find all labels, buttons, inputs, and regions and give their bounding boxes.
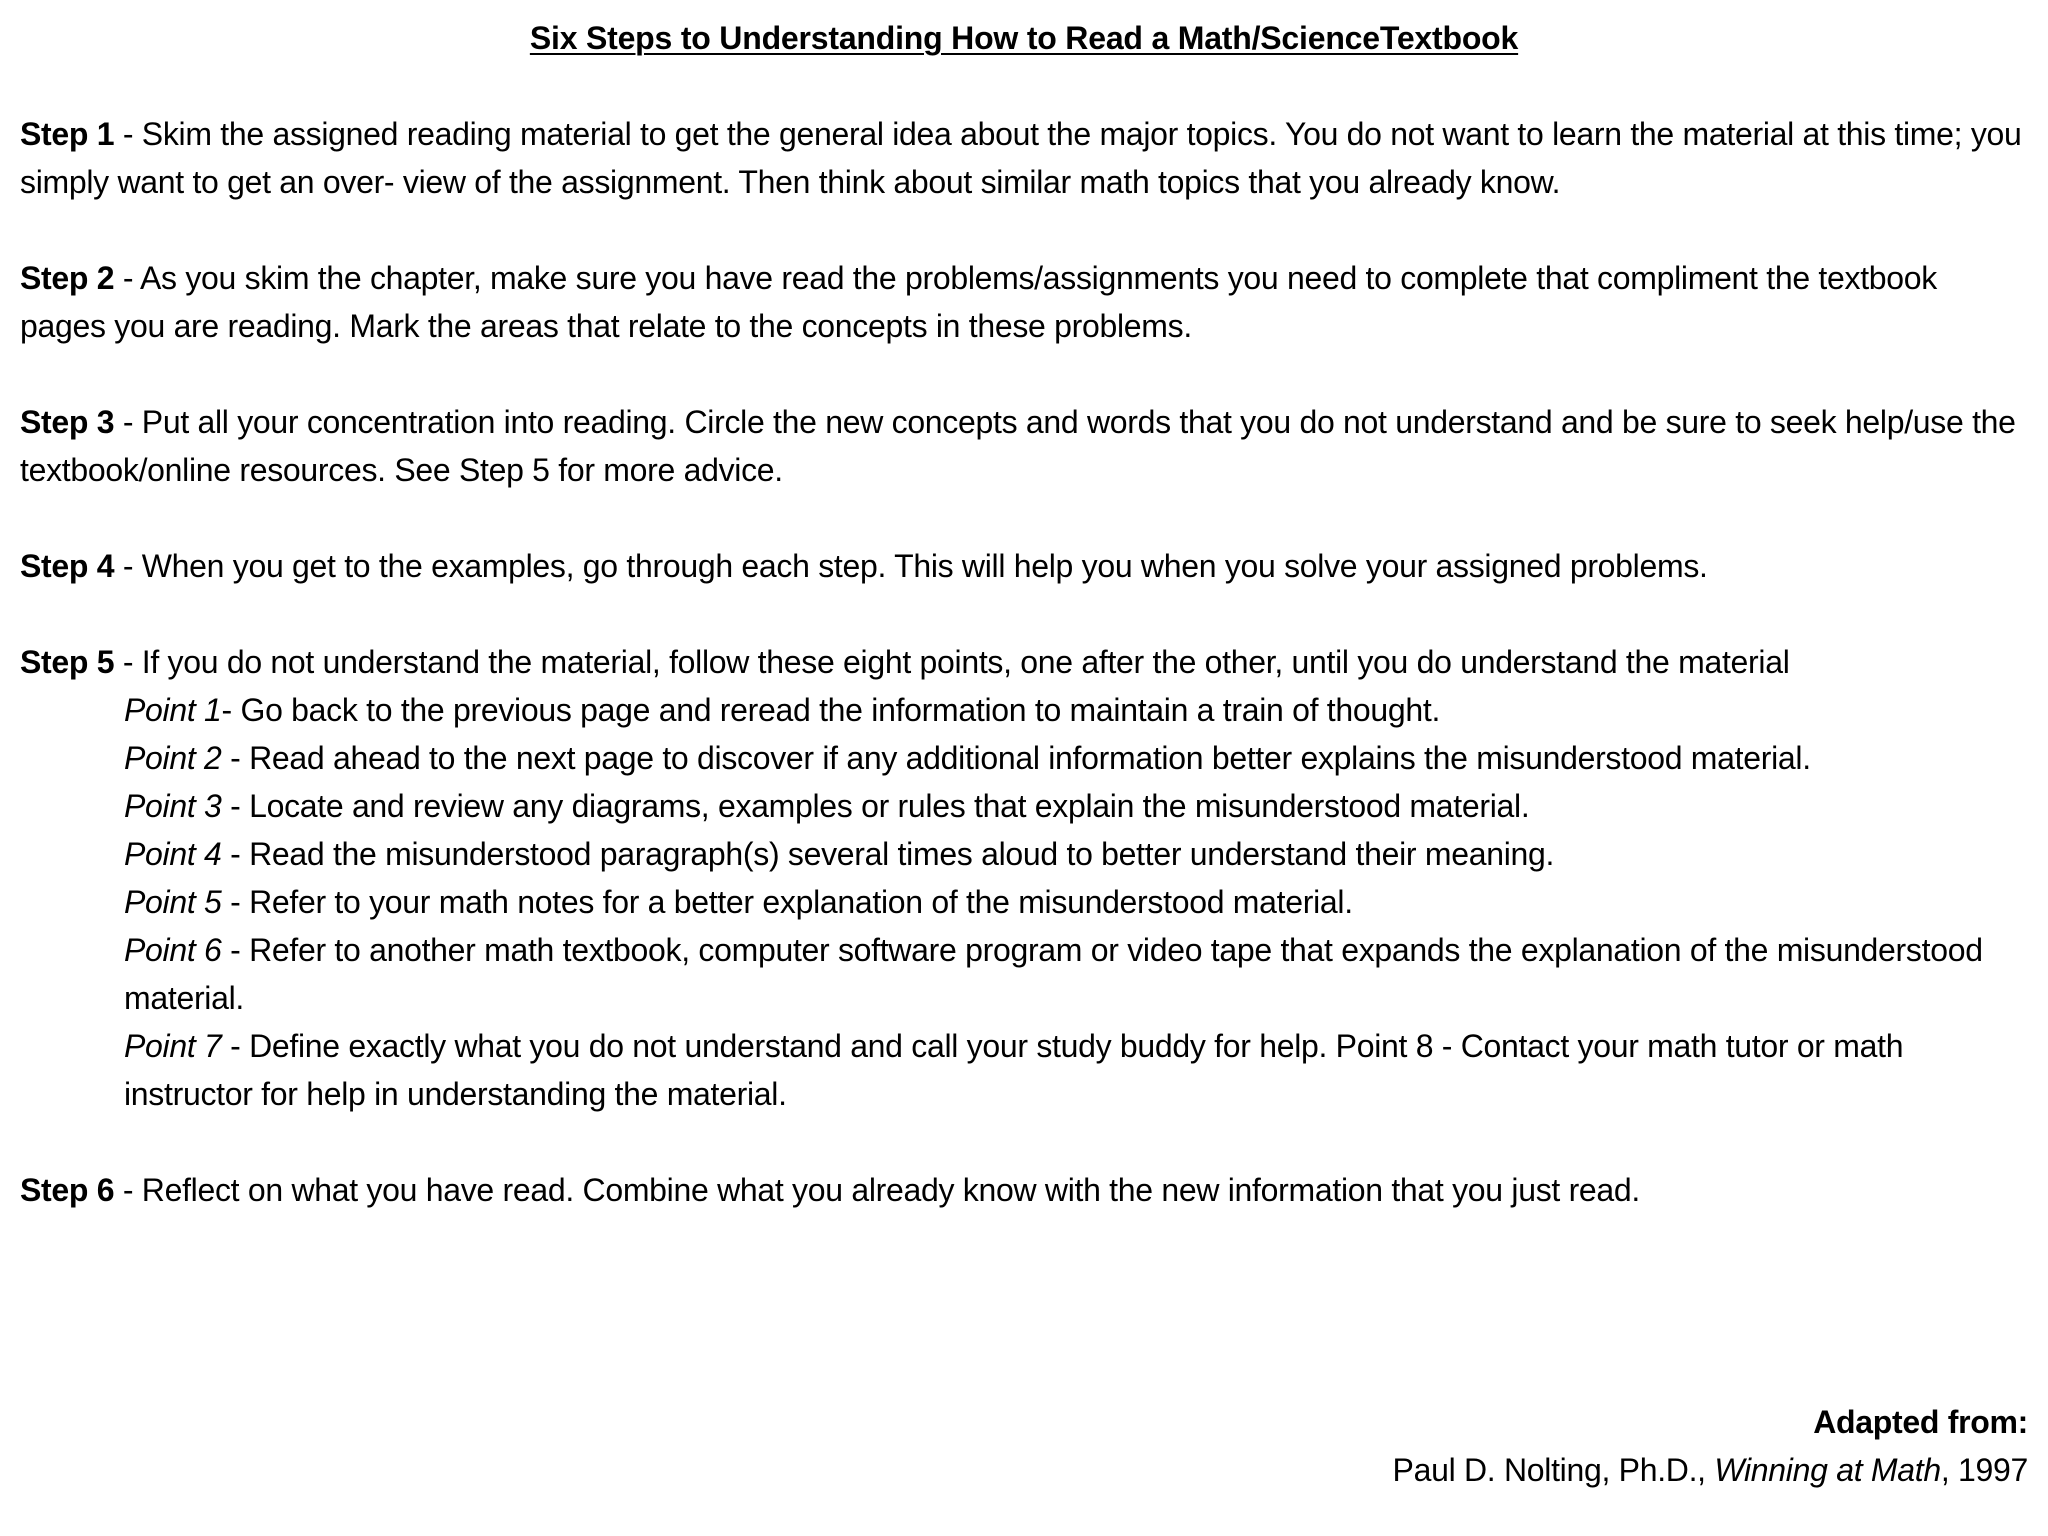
point-label: Point 4 bbox=[124, 836, 222, 872]
step-6 bbox=[20, 1166, 2028, 1214]
point-label: Point 5 bbox=[124, 884, 222, 920]
step-text: - Reflect on what you have read. Combine what you already know with the new information that you just read. bbox=[114, 1172, 1641, 1208]
point-text: - Read ahead to the next page to discover if any additional information better explains the misunderstood material. bbox=[221, 740, 1811, 776]
step-text: - Put all your concentration into reading. Circle the new concepts and words that you do not understand and be sure to seek help/use the textbook/online resources. See Step 5 for more advice. bbox=[20, 404, 2016, 488]
step-text: - Skim the assigned reading material to get the general idea about the major topics. You do not want to learn the material at this time; you simply want to get an over- view of the assignment. Then think about similar math topics that you already know. bbox=[20, 116, 2022, 200]
point-2 bbox=[124, 734, 2028, 782]
point-6 bbox=[124, 926, 2028, 1022]
citation-heading: Adapted from: bbox=[1813, 1404, 2028, 1440]
point-text: - Refer to your math notes for a better explanation of the misunderstood material. bbox=[221, 884, 1353, 920]
step-5 bbox=[20, 638, 2028, 1118]
point-label: Point 2 bbox=[124, 740, 222, 776]
point-text: - Read the misunderstood paragraph(s) several times aloud to better understand their meaning. bbox=[221, 836, 1555, 872]
step-label: Step 3 bbox=[20, 404, 115, 440]
points-list bbox=[20, 686, 2028, 1118]
step-label: Step 5 bbox=[20, 644, 115, 680]
step-label: Step 6 bbox=[20, 1172, 115, 1208]
step-label: Step 1 bbox=[20, 116, 115, 152]
citation-source bbox=[1393, 1446, 2028, 1494]
step-label: Step 2 bbox=[20, 260, 115, 296]
step-2 bbox=[20, 254, 2028, 350]
point-label: Point 3 bbox=[124, 788, 222, 824]
citation-author: Paul D. Nolting, Ph.D., bbox=[1392, 1452, 1715, 1488]
point-3 bbox=[124, 782, 2028, 830]
point-4 bbox=[124, 830, 2028, 878]
point-label: Point 7 bbox=[124, 1028, 222, 1064]
step-label: Step 4 bbox=[20, 548, 115, 584]
point-label: Point 1 bbox=[124, 692, 222, 728]
point-5 bbox=[124, 878, 2028, 926]
point-1 bbox=[124, 686, 2028, 734]
point-label: Point 6 bbox=[124, 932, 222, 968]
point-text: - Define exactly what you do not understand and call your study buddy for help. Point 8 - Contact your math tutor or math instructor for help in understanding the material. bbox=[124, 1028, 1904, 1112]
step-4 bbox=[20, 542, 2028, 590]
step-text: - If you do not understand the material, follow these eight points, one after the other, until you do understand the material bbox=[114, 644, 1790, 680]
point-text: - Refer to another math textbook, computer software program or video tape that expands the explanation of the misunderstood material. bbox=[124, 932, 1983, 1016]
step-text: - When you get to the examples, go through each step. This will help you when you solve your assigned problems. bbox=[114, 548, 1708, 584]
page-title bbox=[20, 14, 2028, 62]
step-3 bbox=[20, 398, 2028, 494]
page-title-text: Six Steps to Understanding How to Read a Math/ScienceTextbook bbox=[529, 20, 1519, 56]
step-5-intro bbox=[20, 638, 2028, 686]
point-text: - Go back to the previous page and reread the information to maintain a train of thought. bbox=[221, 692, 1441, 728]
point-text: - Locate and review any diagrams, examples or rules that explain the misunderstood material. bbox=[221, 788, 1530, 824]
citation-book-title: Winning at Math bbox=[1714, 1452, 1941, 1488]
citation-year: , 1997 bbox=[1940, 1452, 2028, 1488]
step-1 bbox=[20, 110, 2028, 206]
step-text: - As you skim the chapter, make sure you have read the problems/assignments you need to complete that compliment the textbook pages you are reading. Mark the areas that relate to the concepts in these problems. bbox=[20, 260, 1937, 344]
point-7 bbox=[124, 1022, 2028, 1118]
citation bbox=[1393, 1398, 2028, 1494]
